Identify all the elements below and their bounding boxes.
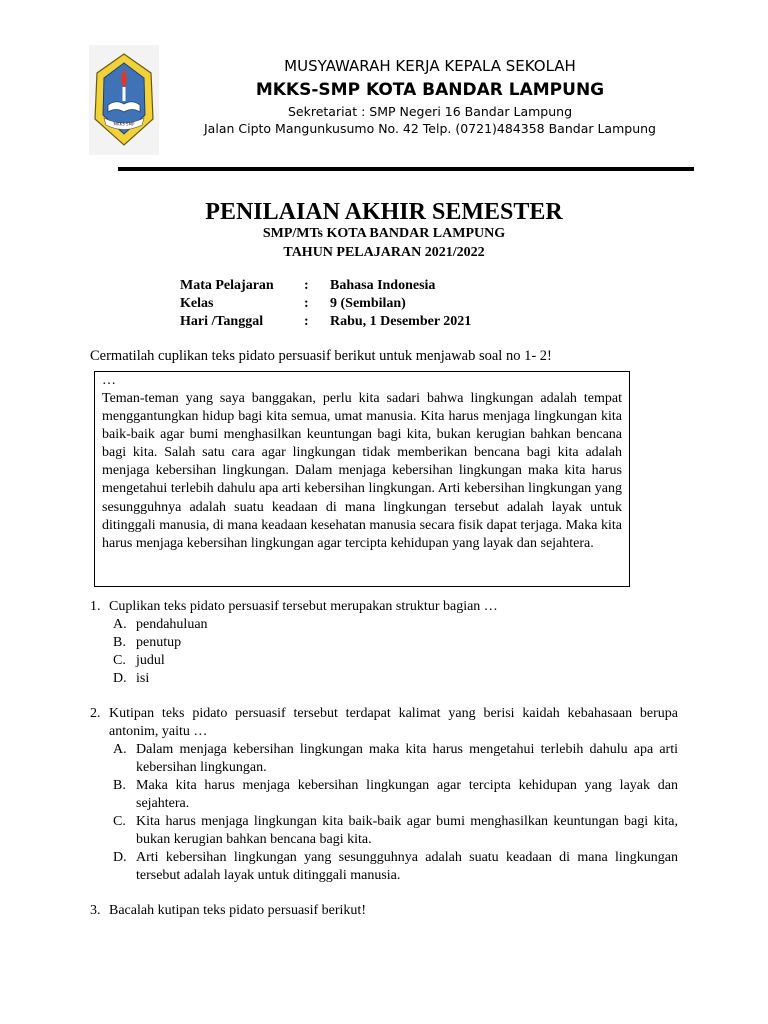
exam-title: PENILAIAN AKHIR SEMESTER [205, 199, 563, 225]
option-c [90, 813, 678, 849]
exam-subtitle: SMP/MTs KOTA BANDAR LAMPUNG [262, 226, 506, 241]
question-2 [90, 705, 678, 885]
option-text: Arti kebersihan lingkungan yang sesungguhnya adalah suatu keadaan di mana lingkungan tersebut adalah layak untuk ditinggali manusia. [136, 850, 678, 883]
option-text: judul [136, 653, 165, 668]
passage-ellipsis: … [102, 373, 116, 388]
option-a [90, 741, 678, 777]
school-year: TAHUN PELAJARAN 2021/2022 [283, 245, 485, 260]
question-stem: Bacalah kutipan teks pidato persuasif berikut! [109, 903, 366, 918]
question-number: 2. [90, 706, 101, 721]
info-label: Mata Pelajaran [180, 278, 274, 293]
info-value: Rabu, 1 Desember 2021 [330, 314, 472, 329]
option-text: Kita harus menjaga lingkungan kita baik-baik agar bumi menghasilkan keuntungan bagi kita, bukan kerugian bahkan bencana bagi kita. [136, 814, 678, 847]
info-label: Hari /Tanggal [180, 314, 264, 329]
address: Jalan Cipto Mangunkusumo No. 42 Telp. (0721)484358 Bandar Lampung [204, 121, 656, 136]
option-d [90, 849, 678, 885]
option-letter: B. [113, 778, 126, 793]
info-label: Kelas [180, 296, 214, 311]
option-letter: B. [113, 635, 126, 650]
secretariat: Sekretariat : SMP Negeri 16 Bandar Lampung [287, 104, 573, 119]
info-separator: : [304, 314, 309, 329]
option-c [90, 652, 678, 670]
mkks-name: MKKS-SMP KOTA BANDAR LAMPUNG [255, 80, 605, 100]
option-d [90, 670, 678, 688]
info-value: Bahasa Indonesia [330, 278, 436, 293]
option-letter: A. [113, 742, 127, 757]
passage-box [94, 371, 630, 587]
info-separator: : [304, 296, 309, 311]
mkks-logo [89, 45, 159, 155]
info-separator: : [304, 278, 309, 293]
option-letter: A. [113, 617, 127, 632]
header-divider [118, 167, 694, 171]
question-stem: Kutipan teks pidato persuasif tersebut terdapat kalimat yang berisi kaidah kebahasaan berupa antonim, yaitu … [109, 706, 678, 739]
instruction: Cermatilah cuplikan teks pidato persuasif berikut untuk menjawab soal no 1- 2! [90, 348, 552, 364]
option-text: Maka kita harus menjaga kebersihan lingkungan agar tercipta kehidupan yang layak dan sejahtera. [136, 778, 678, 811]
question-stem: Cuplikan teks pidato persuasif tersebut merupakan struktur bagian … [109, 599, 498, 614]
option-letter: C. [113, 814, 126, 829]
option-b [90, 777, 678, 813]
option-letter: D. [113, 850, 127, 865]
passage-text: Teman-teman yang saya banggakan, perlu kita sadari bahwa lingkungan adalah tempat menggantungkan hidup bagi kita semua, umat manusia. Kita harus menjaga lingkungan kita baik-baik agar bumi menghasilkan keuntungan bagi kita, bukan kerugian bahkan bencana bagi kita. Salah satu cara agar lingkungan tidak memberikan bencana bagi kita adalah menjaga kebersihan lingkungan. Dalam menjaga kebersihan lingkungan maka kita harus mengetahui terlebih dahulu apa arti kebersihan lingkungan. Arti kebersihan lingkungan yang sesungguhnya adalah suatu keadaan di mana lingkungan tersebut adalah layak untuk ditinggali manusia, di mana keadaan kesehatan manusia secara fisik dapat terjaga. Maka kita harus menjaga kebersihan lingkungan agar tercipta kehidupan yang layak dan sejahtera. [102, 391, 622, 551]
option-text: Dalam menjaga kebersihan lingkungan maka kita harus mengetahui terlebih dahulu apa arti kebersihan lingkungan. [136, 742, 678, 775]
option-text: pendahuluan [136, 617, 208, 632]
option-letter: D. [113, 671, 127, 686]
info-value: 9 (Sembilan) [330, 296, 406, 311]
option-a [90, 616, 678, 634]
option-list [90, 741, 678, 885]
question-number: 3. [90, 903, 101, 918]
option-b [90, 634, 678, 652]
org-name: MUSYAWARAH KERJA KEPALA SEKOLAH [284, 57, 576, 75]
question-1 [90, 598, 678, 688]
option-text: penutup [136, 635, 182, 650]
option-letter: C. [113, 653, 126, 668]
option-text: isi [136, 671, 150, 686]
question-number: 1. [90, 599, 101, 614]
logo-text: MKKS SMP [113, 121, 135, 127]
question-3 [90, 902, 678, 920]
option-list [90, 616, 678, 688]
